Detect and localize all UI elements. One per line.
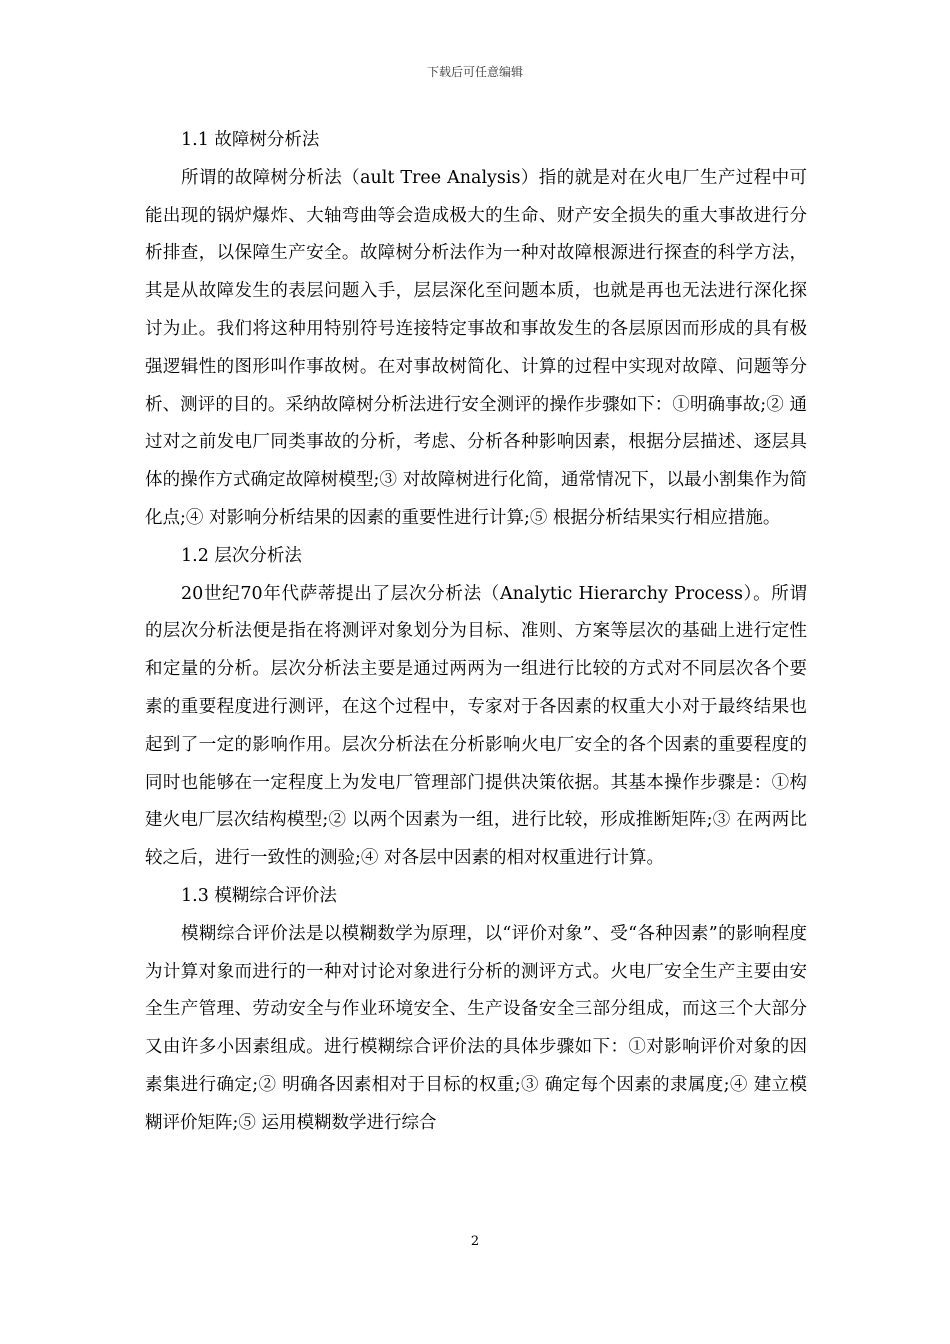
- page-header: 下载后可任意编辑: [426, 65, 523, 79]
- section-heading-fault-tree: 1.1 故障树分析法: [181, 130, 320, 150]
- section-heading-ahp: 1.2 层次分析法: [181, 545, 302, 566]
- page-number: 2: [470, 1234, 480, 1249]
- section-paragraph-fuzzy: 模糊综合评价法是以模糊数学为原理，以“评价对象”、受“各种因素”的影响程度为计算对象而进行的一种对讨论对象进行分析的测评方式。火电厂安全生产主要由安全生产管理、劳动安全与作业环境安全、生产设备安全三部分组成，而这三个大部分又由许多小因素组成。进行模糊综合评价法的具体步骤如下：①对影响评价对象的因素集进行确定;② 明确各因素相对于目标的权重;③ 确定每个因素的隶属度;④ 建立模糊评价矩阵;⑤ 运用模糊数学进行综合: [145, 923, 807, 1133]
- section-heading-fuzzy: 1.3 模糊综合评价法: [181, 885, 337, 906]
- section-paragraph-ahp: 20世纪70年代萨蒂提出了层次分析法（Analytic Hierarchy Process）。所谓的层次分析法便是指在将测评对象划分为目标、准则、方案等层次的基础上进行定性和定量的分析。层次分析法主要是通过两两为一组进行比较的方式对不同层次各个要素的重要程度进行测评，在这个过程中，专家对于各因素的权重大小对于最终结果也起到了一定的影响作用。层次分析法在分析影响火电厂安全的各个因素的重要程度的同时也能够在一定程度上为发电厂管理部门提供决策依据。其基本操作步骤是：①构建火电厂层次结构模型;② 以两个因素为一组，进行比较，形成推断矩阵;③ 在两两比较之后，进行一致性的测验;④ 对各层中因素的相对权重进行计算。: [145, 583, 807, 869]
- document-body: [145, 122, 807, 1143]
- section-paragraph-fault-tree: 所谓的故障树分析法（ault Tree Analysis）指的就是对在火电厂生产过程中可能出现的锅炉爆炸、大轴弯曲等会造成极大的生命、财产安全损失的重大事故进行分析排查，以保障生产安全。故障树分析法作为一种对故障根源进行探查的科学方法，其是从故障发生的表层问题入手，层层深化至问题本质，也就是再也无法进行深化探讨为止。我们将这种用特别符号连接特定事故和事故发生的各层原因而形成的具有极强逻辑性的图形叫作事故树。在对事故树简化、计算的过程中实现对故障、问题等分析、测评的目的。采纳故障树分析法进行安全测评的操作步骤如下：①明确事故;② 通过对之前发电厂同类事故的分析，考虑、分析各种影响因素，根据分层描述、逐层具体的操作方式确定故障树模型;③ 对故障树进行化简，通常情况下，以最小割集作为简化点;④ 对影响分析结果的因素的重要性进行计算;⑤ 根据分析结果实行相应措施。: [145, 167, 807, 528]
